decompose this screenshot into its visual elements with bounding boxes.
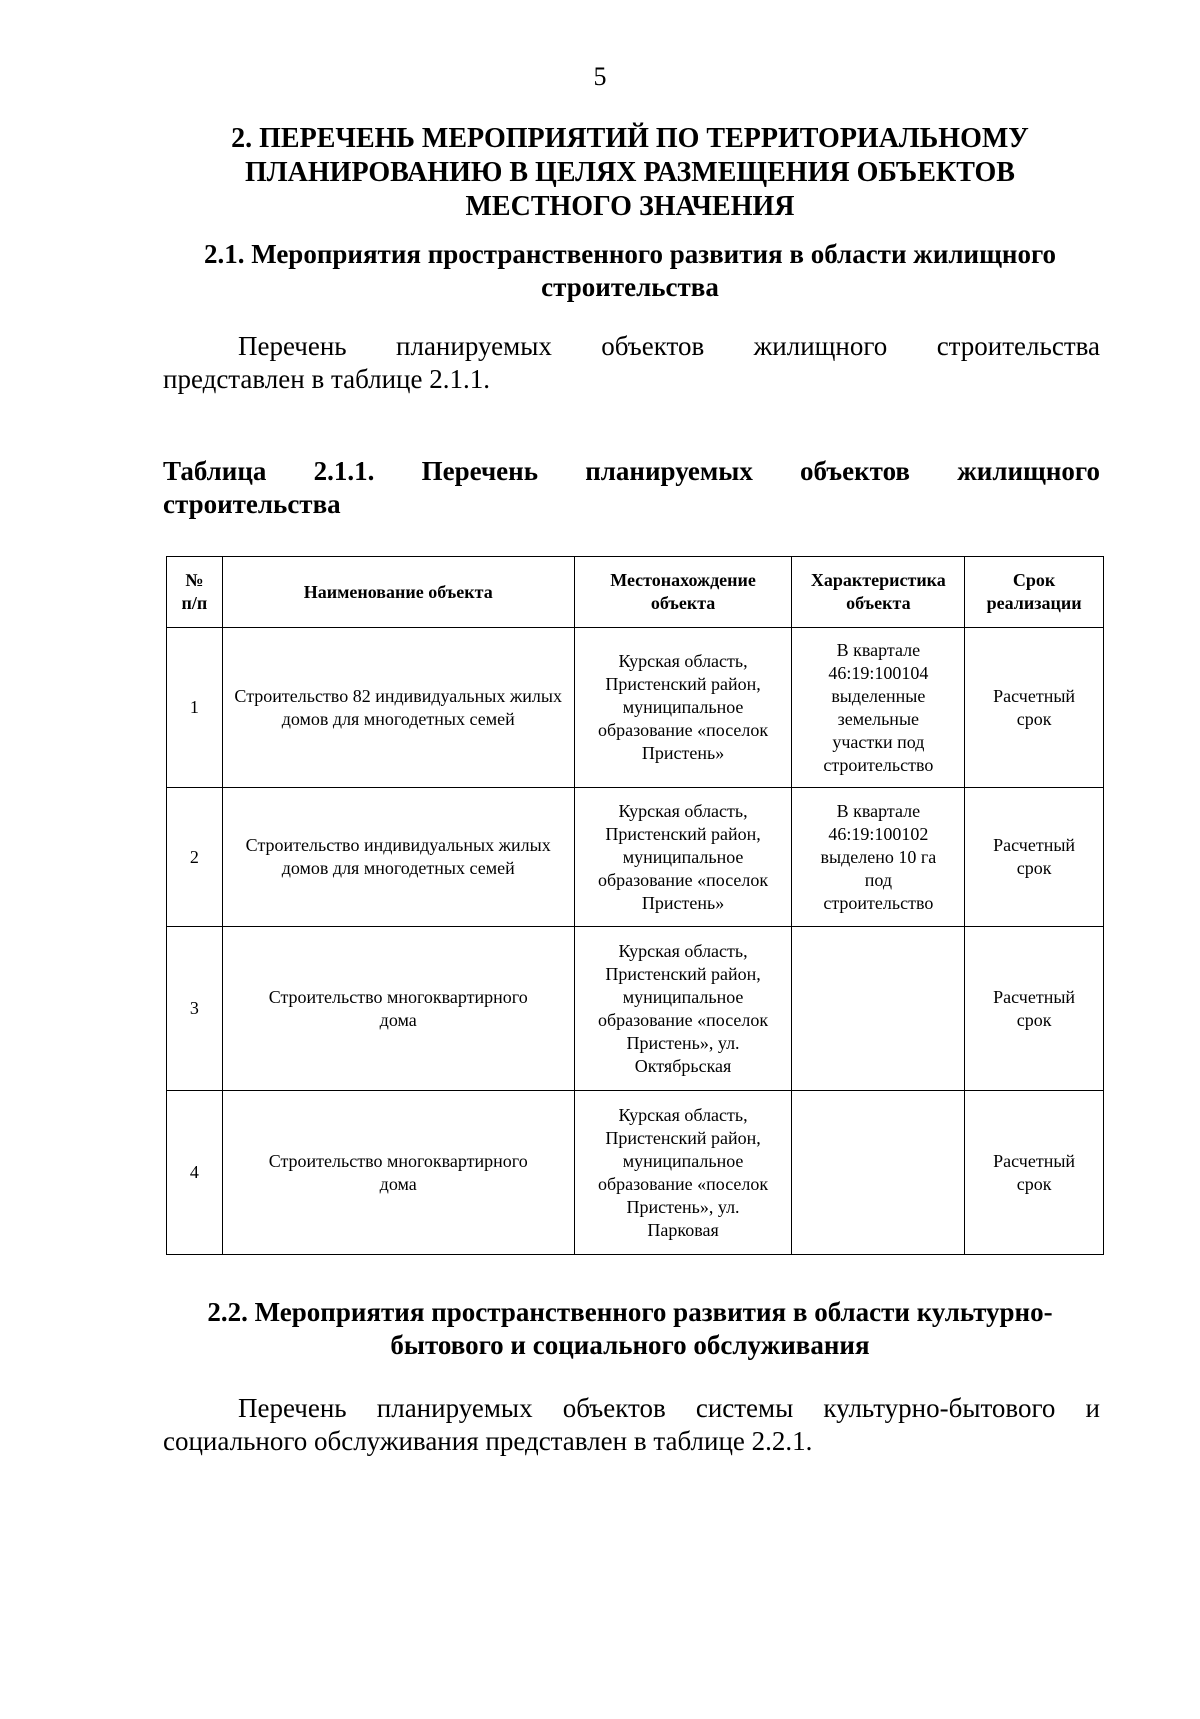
section-2-1-title: [150, 238, 1110, 304]
section-2-1-paragraph-line-2: представлен в таблице 2.1.1.: [163, 364, 490, 394]
cell-number: 3: [167, 927, 223, 1091]
section-2-2-paragraph: [163, 1392, 1100, 1458]
header-term: Срок реализации: [965, 557, 1104, 628]
table-row: [167, 1091, 1104, 1255]
chapter-title-line-3: МЕСТНОГО ЗНАЧЕНИЯ: [465, 191, 795, 222]
section-2-2-title: [150, 1296, 1110, 1362]
table-caption-line-1: Таблица 2.1.1. Перечень планируемых объектов жилищного: [163, 456, 1100, 486]
cell-characteristic: [792, 927, 965, 1091]
cell-object-name: Строительство 82 индивидуальных жилых домов для многодетных семей: [222, 628, 574, 788]
section-2-1-title-line-1: 2.1. Мероприятия пространственного развития в области жилищного: [203, 239, 1057, 269]
section-2-1-paragraph-line-1: Перечень планируемых объектов жилищного строительства: [238, 331, 1100, 361]
header-characteristic: Характеристика объекта: [792, 557, 965, 628]
section-2-1-paragraph: [163, 330, 1100, 396]
section-2-2-title-line-2: бытового и социального обслуживания: [390, 1330, 870, 1360]
table-row: [167, 788, 1104, 927]
section-2-2-paragraph-line-2: социального обслуживания представлен в таблице 2.2.1.: [163, 1426, 813, 1456]
header-number: № п/п: [167, 557, 223, 628]
cell-object-name: Строительство индивидуальных жилых домов для многодетных семей: [222, 788, 574, 927]
cell-characteristic: В квартале 46:19:100104 выделенные земельные участки под строительство: [792, 628, 965, 788]
table-row: [167, 927, 1104, 1091]
cell-location: Курская область, Пристенский район, муниципальное образование «поселок Пристень»: [574, 788, 792, 927]
section-2-2-title-line-1: 2.2. Мероприятия пространственного развития в области культурно-: [207, 1297, 1053, 1327]
housing-objects-table: [166, 556, 1104, 1255]
table-header-row: [167, 557, 1104, 628]
cell-location: Курская область, Пристенский район, муниципальное образование «поселок Пристень», ул. Октябрьская: [574, 927, 792, 1091]
chapter-title-line-1: 2. ПЕРЕЧЕНЬ МЕРОПРИЯТИЙ ПО ТЕРРИТОРИАЛЬНОМУ: [231, 123, 1029, 154]
header-location: Местонахождение объекта: [574, 557, 792, 628]
cell-term: Расчетный срок: [965, 1091, 1104, 1255]
section-2-1-title-line-2: строительства: [541, 272, 719, 302]
cell-characteristic: В квартале 46:19:100102 выделено 10 га под строительство: [792, 788, 965, 927]
cell-location: Курская область, Пристенский район, муниципальное образование «поселок Пристень»: [574, 628, 792, 788]
cell-number: 1: [167, 628, 223, 788]
cell-location: Курская область, Пристенский район, муниципальное образование «поселок Пристень», ул. Парковая: [574, 1091, 792, 1255]
cell-term: Расчетный срок: [965, 628, 1104, 788]
cell-term: Расчетный срок: [965, 927, 1104, 1091]
cell-number: 4: [167, 1091, 223, 1255]
header-object-name: Наименование объекта: [222, 557, 574, 628]
table-row: [167, 628, 1104, 788]
chapter-title: [150, 122, 1110, 224]
cell-object-name: Строительство многоквартирного дома: [222, 927, 574, 1091]
cell-term: Расчетный срок: [965, 788, 1104, 927]
table-caption-line-2: строительства: [163, 489, 341, 519]
cell-object-name: Строительство многоквартирного дома: [222, 1091, 574, 1255]
cell-characteristic: [792, 1091, 965, 1255]
cell-number: 2: [167, 788, 223, 927]
section-2-2-paragraph-line-1: Перечень планируемых объектов системы культурно-бытового и: [238, 1393, 1100, 1423]
table-caption: [163, 455, 1100, 521]
chapter-title-line-2: ПЛАНИРОВАНИЮ В ЦЕЛЯХ РАЗМЕЩЕНИЯ ОБЪЕКТОВ: [245, 157, 1015, 188]
page-number: 5: [593, 62, 607, 91]
